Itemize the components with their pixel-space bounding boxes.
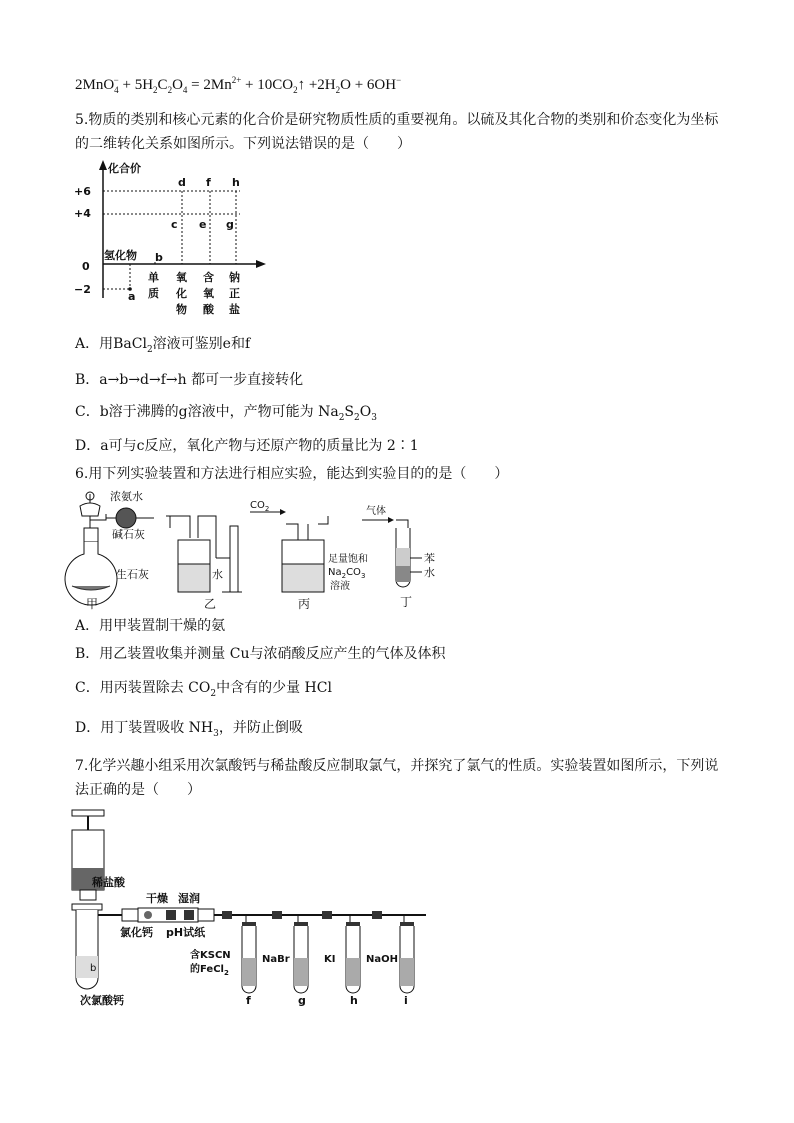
tick-plus6: +6	[74, 185, 91, 198]
label-nabr: NaBr	[262, 954, 290, 965]
label-b: b	[90, 963, 97, 974]
svg-text:质: 质	[148, 287, 159, 300]
q6-stem: 6.用下列实验装置和方法进行相应实验，能达到实验目的的是（ ）	[75, 466, 509, 482]
svg-text:正: 正	[229, 287, 240, 300]
svg-text:钠: 钠	[229, 271, 240, 284]
sulfur-valence-diagram	[70, 158, 270, 323]
q6-option-d: D．用丁装置吸收 $NH_3$，并防止倒吸	[75, 720, 303, 739]
label-wet: 湿润	[178, 892, 200, 905]
label-saturated: 足量饱和	[328, 554, 368, 565]
q5-option-d: D．a可与c反应，氧化产物与还原产物的质量比为 2∶1	[75, 438, 419, 454]
q7-apparatus	[66, 808, 436, 1006]
apparatus-bing	[250, 500, 368, 611]
x-category-sodium-salt	[229, 270, 240, 316]
q7-stem-line1: 7.化学兴趣小组采用次氯酸钙与稀盐酸反应制取氯气，并探究了氯气的性质。实验装置如图所示，下列说	[75, 758, 719, 774]
x-category-oxyacid	[203, 270, 215, 316]
label-benzene: 苯	[424, 552, 435, 565]
label-ph-paper: pH试纸	[166, 926, 206, 939]
svg-text:化: 化	[176, 287, 187, 300]
tube-i	[400, 915, 414, 1007]
svg-text:氧: 氧	[176, 271, 187, 284]
point-c: c	[171, 218, 178, 231]
tick-zero: 0	[82, 260, 90, 273]
label-ca-hypochlorite: 次氯酸钙	[80, 994, 124, 1007]
x-category-oxide	[175, 270, 188, 316]
point-a: a	[128, 290, 136, 303]
svg-text:g: g	[298, 994, 306, 1007]
q6-option-c: C．用丙装置除去 $CO_2$中含有的少量 HCl	[75, 680, 332, 699]
q5-stem-line1: 5.物质的类别和核心元素的化合价是研究物质性质的重要视角。以硫及其化合物的类别和价态变化为坐标	[75, 112, 719, 128]
q6-option-b: B．用乙装置收集并测量 Cu与浓硝酸反应产生的气体及体积	[75, 646, 446, 662]
svg-text:含: 含	[203, 271, 214, 284]
tick-plus4: +4	[74, 207, 91, 220]
svg-text:单: 单	[148, 271, 159, 284]
svg-text:盐: 盐	[229, 303, 240, 316]
label-co2-in: $CO_2$	[250, 500, 270, 513]
label-soda-lime: 碱石灰	[112, 528, 145, 541]
point-g: g	[226, 218, 234, 231]
label-water-ding: 水	[424, 566, 435, 579]
label-dry: 干燥	[146, 892, 168, 905]
label-ammonia-water: 浓氨水	[110, 490, 143, 503]
svg-text:i: i	[404, 994, 408, 1007]
point-e: e	[199, 218, 207, 231]
apparatus-jia	[65, 489, 154, 611]
q6-apparatus	[66, 488, 466, 612]
label-ki: KI	[324, 954, 336, 965]
label-kscn2: 的FeCl$_2$	[190, 964, 229, 977]
svg-text:物: 物	[176, 303, 187, 316]
x-category-elemental	[148, 270, 159, 300]
label-water-yi: 水	[212, 568, 223, 581]
q5-option-a: A．用BaCl$_2$溶液可鉴别e和f	[75, 336, 251, 355]
apparatus-ding	[362, 504, 435, 609]
label-yi: 乙	[204, 597, 217, 611]
label-kscn1: 含KSCN	[190, 950, 231, 961]
label-bing: 丙	[298, 597, 311, 611]
tube-g	[294, 915, 308, 1007]
point-h: h	[232, 176, 240, 189]
point-f: f	[206, 176, 211, 189]
svg-text:氧: 氧	[203, 287, 214, 300]
label-quicklime: 生石灰	[116, 568, 149, 581]
label-jia: 甲	[86, 597, 99, 611]
q5-option-b: B．a→b→d→f→h 都可一步直接转化	[75, 372, 304, 388]
tube-f	[242, 915, 256, 1007]
label-ding: 丁	[400, 595, 413, 609]
y-axis-title: 化合价	[108, 162, 141, 175]
label-solution: 溶液	[330, 581, 350, 592]
svg-text:酸: 酸	[203, 303, 214, 316]
q5-option-c: C．b溶于沸腾的g溶液中，产物可能为 $Na_2S_2O_3$	[75, 404, 377, 423]
q7-stem-line2: 法正确的是（ ）	[75, 782, 201, 798]
hydride-label: 氢化物	[104, 249, 137, 262]
point-d: d	[178, 176, 186, 189]
label-naoh: NaOH	[366, 954, 398, 965]
label-dilute-hcl: 稀盐酸	[92, 876, 125, 889]
q5-stem-line2: 的二维转化关系如图所示。下列说法错误的是（ ）	[75, 136, 411, 152]
reaction-equation: $2MnO_4^- + 5H_2C_2O_4 = 2Mn^{2+}$ + $10CO_2↑ +2H_2O + 6OH^-$	[75, 75, 402, 95]
label-cacl2: 氯化钙	[120, 926, 153, 939]
point-b: b	[155, 251, 163, 264]
svg-text:h: h	[350, 994, 358, 1007]
tick-minus2: −2	[74, 283, 91, 296]
label-na2co3: $Na_2CO_3$	[328, 567, 366, 580]
label-gas: 气体	[366, 506, 386, 517]
apparatus-yi	[166, 516, 242, 611]
q6-option-a: A．用甲装置制干燥的氨	[75, 618, 226, 634]
svg-text:f: f	[246, 994, 251, 1007]
tube-h	[346, 915, 360, 1007]
